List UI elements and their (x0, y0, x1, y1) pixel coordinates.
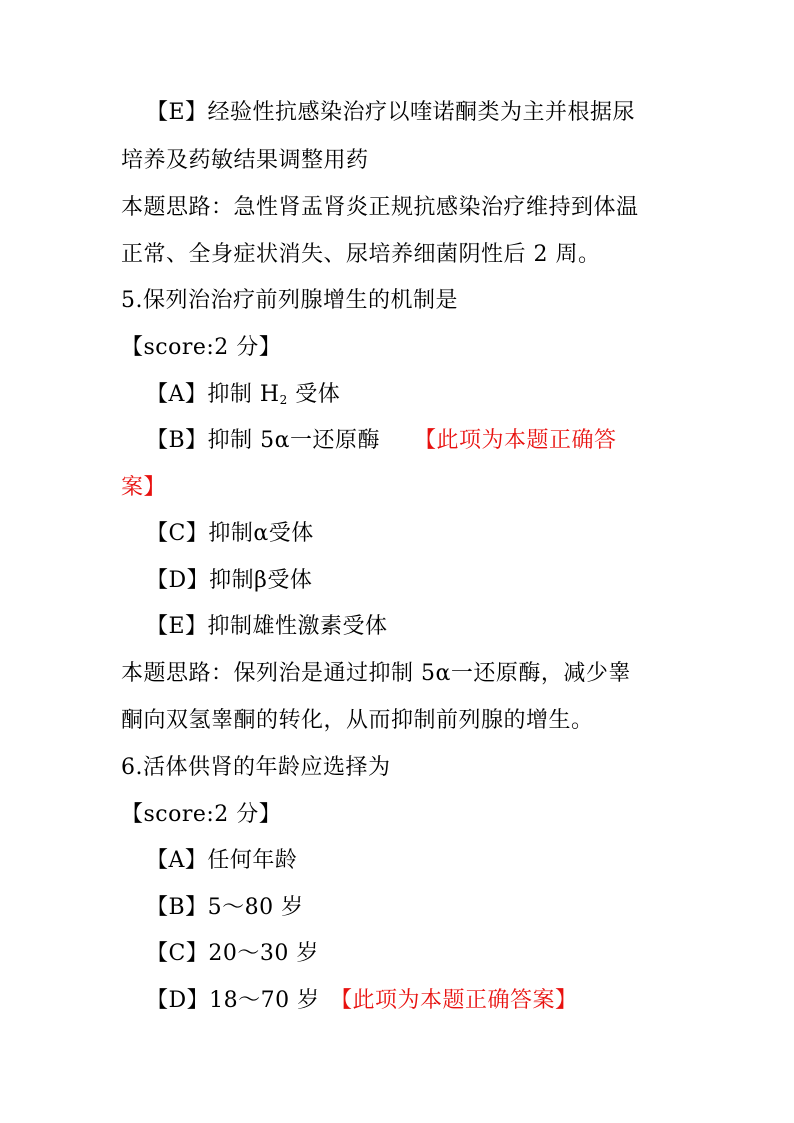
q5-explanation-line2: 酮向双氢睾酮的转化，从而抑制前列腺的增生。 (121, 708, 594, 733)
q6-stem: 6.活体供肾的年龄应选择为 (121, 755, 391, 780)
q5-option-b: 【B】抑制 5α一还原酶 (146, 428, 381, 453)
q6-option-c: 【C】20～30 岁 (146, 941, 319, 966)
q5-option-a-text: 【A】抑制 H (146, 382, 280, 407)
q5-correct-mark-wrap: 案】 (121, 475, 167, 500)
q5-score: 【score:2 分】 (121, 335, 282, 360)
q6-option-a: 【A】任何年龄 (146, 848, 298, 873)
prev-explanation-line2: 正常、全身症状消失、尿培养细菌阴性后 2 周。 (121, 242, 601, 267)
q5-stem: 5.保列治治疗前列腺增生的机制是 (121, 288, 458, 313)
prev-explanation-line1: 本题思路：急性肾盂肾炎正规抗感染治疗维持到体温 (121, 195, 639, 220)
q5-option-c: 【C】抑制α受体 (146, 521, 314, 546)
q5-option-d: 【D】抑制β受体 (146, 568, 313, 593)
q5-option-a (146, 380, 340, 415)
q5-option-a-text-end: 受体 (295, 382, 341, 407)
q6-score: 【score:2 分】 (121, 802, 282, 827)
q5-explanation-line1: 本题思路：保列治是通过抑制 5α一还原酶，减少睾 (121, 661, 631, 686)
q6-option-d: 【D】18～70 岁 (146, 988, 320, 1013)
q6-option-b: 【B】5～80 岁 (146, 895, 304, 920)
prev-option-e-line2: 培养及药敏结果调整用药 (121, 148, 369, 173)
prev-option-e-line1: 【E】经验性抗感染治疗以喹诺酮类为主并根据尿 (146, 100, 636, 125)
q5-correct-mark: 【此项为本题正确答 (414, 428, 617, 453)
q5-option-a-subscript: 2 (279, 393, 288, 407)
q5-option-e: 【E】抑制雄性激素受体 (146, 614, 388, 639)
q6-correct-mark: 【此项为本题正确答案】 (330, 988, 578, 1013)
